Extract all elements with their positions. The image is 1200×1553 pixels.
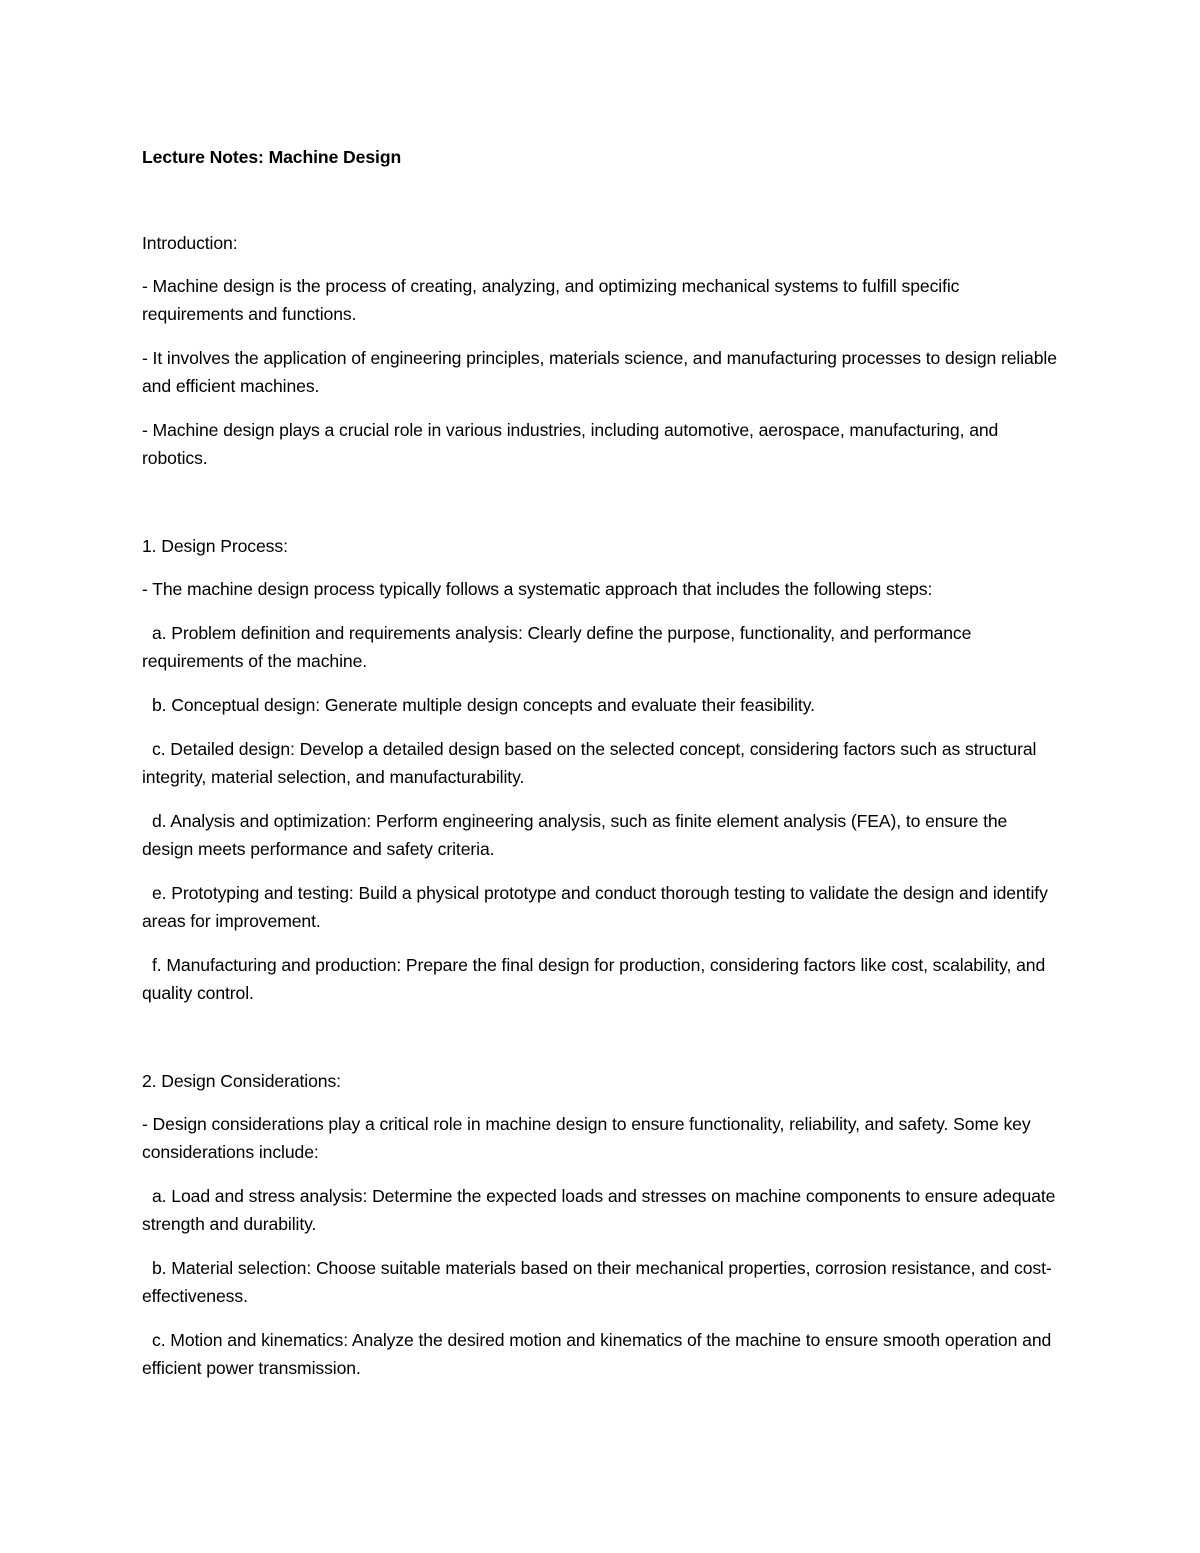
section-spacer [142, 1023, 1062, 1067]
design-consideration-item: a. Load and stress analysis: Determine the expected loads and stresses on machine components to ensure adequate strength and durability. [142, 1186, 1056, 1234]
document-title: Lecture Notes: Machine Design [142, 147, 402, 167]
document-body [142, 143, 1062, 1398]
design-process-step: e. Prototyping and testing: Build a physical prototype and conduct thorough testing to validate the design and identify areas for improvement. [142, 883, 1048, 931]
section-spacer [142, 488, 1062, 532]
design-process-lead: - The machine design process typically follows a systematic approach that includes the following steps: [142, 579, 933, 599]
design-process-step: a. Problem definition and requirements analysis: Clearly define the purpose, functionality, and performance requirements of the machine. [142, 623, 972, 671]
intro-paragraph: - Machine design plays a crucial role in various industries, including automotive, aerospace, manufacturing, and robotics. [142, 420, 999, 468]
intro-heading: Introduction: [142, 233, 238, 253]
design-process-step: d. Analysis and optimization: Perform engineering analysis, such as finite element analysis (FEA), to ensure the design meets performance and safety criteria. [142, 811, 1008, 859]
design-considerations-lead: - Design considerations play a critical role in machine design to ensure functionality, reliability, and safety. Some key considerations include: [142, 1114, 1031, 1162]
design-process-step: f. Manufacturing and production: Prepare the final design for production, considering factors like cost, scalability, and quality control. [142, 955, 1046, 1003]
design-consideration-item: b. Material selection: Choose suitable materials based on their mechanical properties, corrosion resistance, and cost-effectiveness. [142, 1258, 1052, 1306]
design-consideration-item: c. Motion and kinematics: Analyze the desired motion and kinematics of the machine to ensure smooth operation and efficient power transmission. [142, 1330, 1052, 1378]
design-considerations-heading: 2. Design Considerations: [142, 1071, 341, 1091]
design-process-step: c. Detailed design: Develop a detailed design based on the selected concept, considering factors such as structural integrity, material selection, and manufacturability. [142, 739, 1037, 787]
intro-paragraph: - Machine design is the process of creating, analyzing, and optimizing mechanical systems to fulfill specific requirements and functions. [142, 276, 960, 324]
design-process-step: b. Conceptual design: Generate multiple design concepts and evaluate their feasibility. [152, 695, 815, 715]
intro-paragraph: - It involves the application of engineering principles, materials science, and manufacturing processes to design reliable and efficient machines. [142, 348, 1057, 396]
design-process-heading: 1. Design Process: [142, 536, 288, 556]
